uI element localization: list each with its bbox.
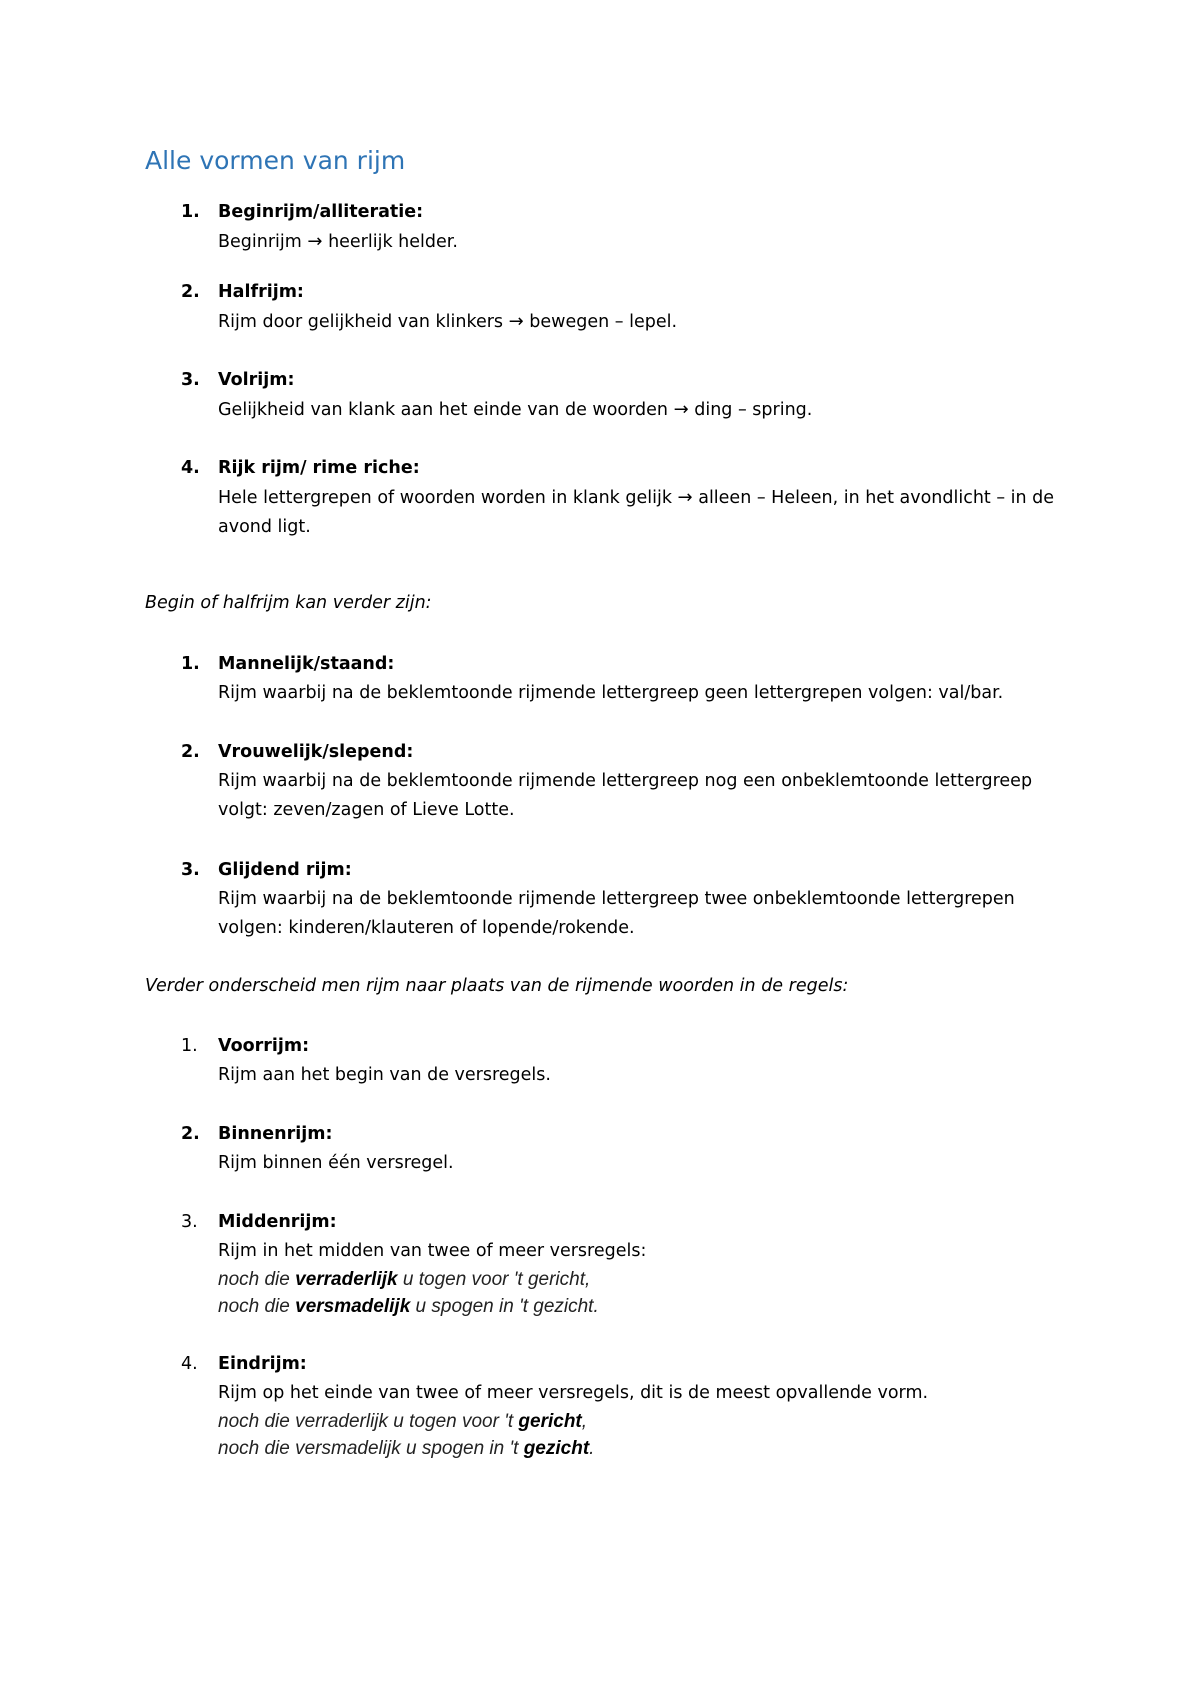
item-description: Beginrijm → heerlijk helder. [218, 231, 458, 252]
item-description: Rijm aan het begin van de versregels. [218, 1065, 551, 1085]
item-description: Rijm door gelijkheid van klinkers → bewegen – lepel. [218, 311, 678, 332]
list-number: 4. [181, 458, 200, 478]
arrow-icon: → [677, 487, 693, 508]
item-heading: Eindrijm: [218, 1354, 307, 1374]
item-heading: Mannelijk/staand: [218, 654, 395, 674]
list-item [145, 856, 1075, 943]
verse-line: noch die versmadelijk u spogen in 't gezicht. [218, 1296, 599, 1317]
item-heading: Voorrijm: [218, 1036, 310, 1056]
arrow-icon: → [307, 231, 323, 252]
rhyme-position-list [145, 1032, 1075, 1462]
list-item [145, 1120, 1075, 1208]
list-item [145, 198, 1075, 278]
intro-text: Begin of halfrijm kan verder zijn: [145, 593, 432, 613]
list-number: 1. [181, 654, 200, 674]
list-number: 1. [181, 1036, 198, 1056]
item-heading: Volrijm: [218, 370, 295, 390]
list-item [145, 1032, 1075, 1120]
list-number: 3. [181, 370, 200, 390]
verse-line: noch die versmadelijk u spogen in 't gezicht. [218, 1438, 595, 1459]
item-heading: Beginrijm/alliteratie: [218, 202, 424, 222]
list-number: 2. [181, 742, 200, 762]
item-description: Rijm waarbij na de beklemtoonde rijmende lettergreep geen lettergrepen volgen: val/bar. [218, 683, 1004, 703]
item-heading: Vrouwelijk/slepend: [218, 742, 414, 762]
list-number: 3. [181, 860, 200, 880]
item-description: Rijm waarbij na de beklemtoonde rijmende lettergreep nog een onbeklemtoonde lettergreep volgt: zeven/zagen of Lieve Lotte. [218, 771, 1033, 820]
list-item [145, 738, 1075, 856]
list-number: 2. [181, 282, 200, 302]
rhyme-type-list [145, 650, 1075, 943]
item-description: Gelijkheid van klank aan het einde van de woorden → ding – spring. [218, 399, 813, 420]
verse-line: noch die verraderlijk u togen voor 't gericht, [218, 1269, 591, 1290]
item-description: Rijm waarbij na de beklemtoonde rijmende lettergreep twee onbeklemtoonde lettergrepen volgen: kinderen/klauteren of lopende/rokende. [218, 889, 1015, 938]
item-description: Rijm op het einde van twee of meer versregels, dit is de meest opvallende vorm. [218, 1383, 929, 1403]
item-heading: Rijk rijm/ rime riche: [218, 458, 420, 478]
list-item [145, 1208, 1075, 1350]
item-description: Rijm in het midden van twee of meer versregels: [218, 1241, 647, 1261]
item-description: Rijm binnen één versregel. [218, 1153, 454, 1173]
list-number: 4. [181, 1354, 198, 1374]
list-item [145, 366, 1075, 454]
item-heading: Middenrijm: [218, 1212, 337, 1232]
item-heading: Glijdend rijm: [218, 860, 352, 880]
list-number: 1. [181, 202, 200, 222]
list-item [145, 1350, 1075, 1462]
list-number: 3. [181, 1212, 198, 1232]
item-description: Hele lettergrepen of woorden worden in klank gelijk → alleen – Heleen, in het avondlicht – in de avond ligt. [218, 487, 1055, 537]
intro-text: Verder onderscheid men rijm naar plaats van de rijmende woorden in de regels: [145, 976, 849, 996]
arrow-icon: → [508, 311, 524, 332]
item-heading: Binnenrijm: [218, 1124, 333, 1144]
list-number: 2. [181, 1124, 200, 1144]
page-title: Alle vormen van rijm [145, 146, 406, 175]
rhyme-sound-list [145, 198, 1075, 542]
list-item [145, 454, 1075, 542]
list-item [145, 650, 1075, 738]
list-item [145, 278, 1075, 366]
arrow-icon: → [673, 399, 689, 420]
verse-line: noch die verraderlijk u togen voor 't gericht, [218, 1411, 588, 1432]
item-heading: Halfrijm: [218, 282, 304, 302]
